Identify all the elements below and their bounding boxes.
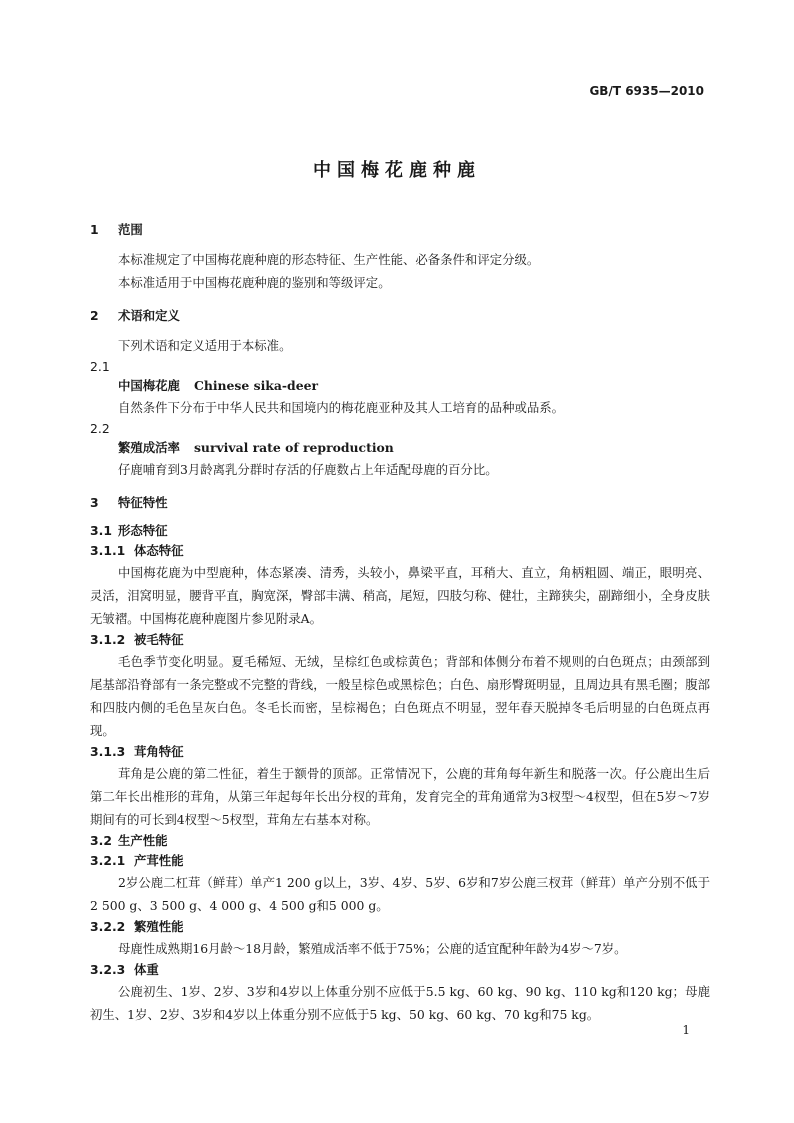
term-definition: 仔鹿哺育到3月龄离乳分群时存活的仔鹿数占上年适配母鹿的百分比。 [118,462,498,477]
section-number: 3.1.3 [90,744,126,759]
paragraph: 母鹿性成熟期16月龄～18月龄，繁殖成活率不低于75%；公鹿的适宜配种年龄为4岁～7岁。 [118,941,627,956]
section-number: 3.2.1 [90,853,126,868]
subsection-heading [90,630,710,650]
subsection-heading [90,917,710,937]
paragraph: 2岁公鹿二杠茸（鲜茸）单产1 200 g以上，3岁、4岁、5岁、6岁和7岁公鹿三杈茸（鲜茸）单产分别不低于2 500 g、3 500 g、4 000 g、4 500 g和5 000 g。 [90,875,710,913]
section-title: 繁殖性能 [134,919,184,934]
term-en: Chinese sika-deer [193,378,318,393]
section-number: 3.1.2 [90,632,126,647]
section-title: 体态特征 [134,543,184,558]
document-body [90,220,710,1026]
paragraph: 本标准适用于中国梅花鹿种鹿的鉴别和等级评定。 [118,275,391,290]
document-title: 中国梅花鹿种鹿 [313,160,481,181]
section-title: 茸角特征 [134,744,184,759]
section-title: 被毛特征 [134,632,184,647]
subsection-heading [90,541,710,561]
section-title: 范围 [118,222,143,237]
page-number: 1 [682,1023,690,1037]
section-number: 3 [90,495,99,510]
section-3-heading [90,493,710,513]
term-zh: 繁殖成活率 [118,440,180,455]
section-2-heading [90,306,710,326]
subsection-heading [90,742,710,762]
section-number: 1 [90,222,99,237]
section-title: 形态特征 [118,523,168,538]
paragraph: 公鹿初生、1岁、2岁、3岁和4岁以上体重分别不应低于5.5 kg、60 kg、90 kg、110 kg和120 kg；母鹿初生、1岁、2岁、3岁和4岁以上体重分别不应低于5 kg、50 kg、60 kg、70 kg和75 kg。 [90,984,710,1022]
term-number: 2.2 [90,421,110,436]
section-number: 3.1 [90,523,112,538]
section-title: 体重 [134,962,159,977]
section-title: 生产性能 [118,833,168,848]
paragraph: 下列术语和定义适用于本标准。 [118,338,292,353]
subsection-heading [90,831,710,851]
term-en: survival rate of reproduction [193,440,394,455]
standard-number: GB/T 6935—2010 [589,84,704,98]
section-number: 3.2.3 [90,962,126,977]
section-number: 3.2 [90,833,112,848]
section-title: 特征特性 [118,495,168,510]
term-entry [118,438,710,458]
term-entry [118,376,710,396]
subsection-heading [90,851,710,871]
section-number: 2 [90,308,99,323]
term-zh: 中国梅花鹿 [118,378,180,393]
paragraph: 茸角是公鹿的第二性征，着生于额骨的顶部。正常情况下，公鹿的茸角每年新生和脱落一次。仔公鹿出生后第二年长出椎形的茸角，从第三年起每年长出分杈的茸角，发育完全的茸角通常为3杈型～4杈型，但在5岁～7岁期间有的可长到4杈型～5杈型，茸角左右基本对称。 [90,766,710,827]
paragraph: 中国梅花鹿为中型鹿种，体态紧凑、清秀，头较小，鼻梁平直，耳稍大、直立，角柄粗圆、端正，眼明亮、灵活，泪窝明显，腰背平直，胸宽深，臀部丰满、稍高，尾短，四肢匀称、健壮，主蹄狭尖，副蹄细小，全身皮肤无皱褶。中国梅花鹿种鹿图片参见附录A。 [90,565,710,626]
paragraph: 本标准规定了中国梅花鹿种鹿的形态特征、生产性能、必备条件和评定分级。 [118,252,540,267]
section-number: 3.2.2 [90,919,126,934]
section-1-heading [90,220,710,240]
subsection-heading [90,960,710,980]
paragraph: 毛色季节变化明显。夏毛稀短、无绒，呈棕红色或棕黄色；背部和体侧分布着不规则的白色斑点；由颈部到尾基部沿脊部有一条完整或不完整的背线，一般呈棕色或黑棕色；白色、扇形臀斑明显，且周边具有黑毛圈；腹部和四肢内侧的毛色呈灰白色。冬毛长而密，呈棕褐色；白色斑点不明显，翌年春天脱掉冬毛后明显的白色斑点再现。 [90,654,710,738]
term-number: 2.1 [90,359,110,374]
subsection-heading [90,521,710,541]
term-definition: 自然条件下分布于中华人民共和国境内的梅花鹿亚种及其人工培育的品种或品系。 [118,400,565,415]
section-title: 产茸性能 [134,853,184,868]
section-number: 3.1.1 [90,543,126,558]
section-title: 术语和定义 [118,308,180,323]
